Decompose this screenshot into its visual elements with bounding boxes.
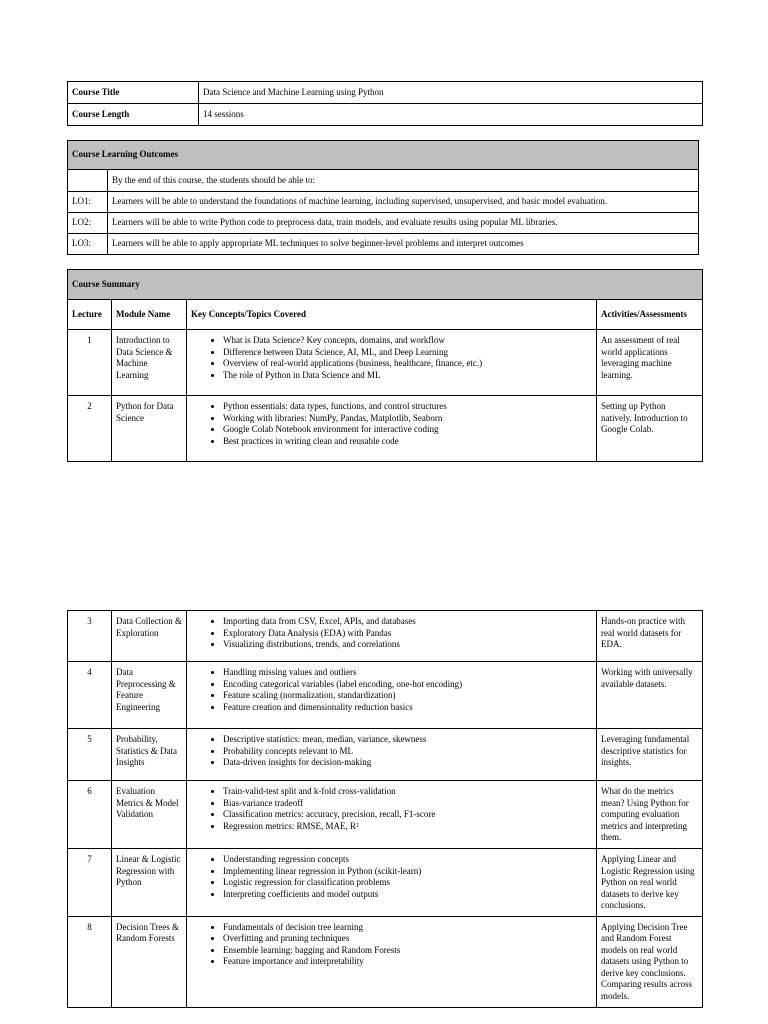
topics-list — [191, 786, 592, 832]
module-name: Evaluation Metrics & Model Validation — [112, 781, 187, 849]
activity-text: Setting up Python natively. Introduction to Google Colab. — [597, 396, 703, 462]
activity-text: Leveraging fundamental descriptive statistics for insights. — [597, 729, 703, 781]
course-summary-table — [67, 269, 703, 462]
module-name: Introduction to Data Science & Machine Learning — [112, 330, 187, 396]
topic-item: • Bias-variance tradeoff — [223, 798, 592, 810]
outcome-text: Learners will be able to apply appropriate ML techniques to solve beginner-level problems and interpret outcomes — [108, 234, 699, 255]
lecture-number: 1 — [68, 330, 112, 396]
lecture-row — [68, 330, 703, 396]
column-header-lecture: Lecture — [68, 300, 112, 330]
topic-item: • Handling missing values and outliers — [223, 667, 592, 679]
topic-item: • Logistic regression for classification problems — [223, 877, 592, 889]
topic-item: • Interpreting coefficients and model outputs — [223, 889, 592, 901]
topics-cell — [187, 916, 597, 1007]
topic-item: • Ensemble learning: bagging and Random Forests — [223, 945, 592, 957]
topics-list — [191, 616, 592, 651]
topic-item: • Feature creation and dimensionality reduction basics — [223, 702, 592, 714]
module-name: Probability, Statistics & Data Insights — [112, 729, 187, 781]
lecture-row — [68, 729, 703, 781]
topic-item: • Descriptive statistics: mean, median, variance, skewness — [223, 734, 592, 746]
lecture-number: 4 — [68, 662, 112, 729]
course-title-value: Data Science and Machine Learning using Python — [199, 82, 703, 104]
module-name: Data Preprocessing & Feature Engineering — [112, 662, 187, 729]
topic-item: • Importing data from CSV, Excel, APIs, and databases — [223, 616, 592, 628]
outcome-text: Learners will be able to understand the foundations of machine learning, including supervised, unsupervised, and basic model evaluation. — [108, 192, 699, 213]
outcomes-intro-spacer — [68, 170, 108, 192]
lecture-row — [68, 662, 703, 729]
topics-cell — [187, 849, 597, 917]
topics-cell — [187, 396, 597, 462]
topic-item: • Exploratory Data Analysis (EDA) with Pandas — [223, 628, 592, 640]
topic-item: • Train-valid-test split and k-fold cross-validation — [223, 786, 592, 798]
outcome-text: Learners will be able to write Python code to preprocess data, train models, and evaluate results using popular ML libraries. — [108, 213, 699, 234]
module-name: Data Collection & Exploration — [112, 611, 187, 662]
topic-item: • What is Data Science? Key concepts, domains, and workflow — [223, 335, 592, 347]
summary-header: Course Summary — [68, 270, 703, 300]
topics-list — [191, 335, 592, 381]
outcome-id: LO2: — [68, 213, 108, 234]
topics-cell — [187, 781, 597, 849]
topic-item: • Google Colab Notebook environment for interactive coding — [223, 424, 592, 436]
course-info-table — [67, 81, 703, 126]
activity-text: Applying Decision Tree and Random Forest models on real world datasets using Python to derive key conclusions. Comparing results across models. — [597, 916, 703, 1007]
outcome-id: LO1: — [68, 192, 108, 213]
activity-text: An assessment of real world applications leveraging machine learning. — [597, 330, 703, 396]
course-summary-table-continued — [67, 610, 703, 1008]
topic-item: • Difference between Data Science, AI, ML, and Deep Learning — [223, 347, 592, 359]
topic-item: • Feature scaling (normalization, standardization) — [223, 690, 592, 702]
module-name: Python for Data Science — [112, 396, 187, 462]
topic-item: • Visualizing distributions, trends, and correlations — [223, 639, 592, 651]
lecture-number: 8 — [68, 916, 112, 1007]
module-name: Decision Trees & Random Forests — [112, 916, 187, 1007]
topic-item: • Overfitting and pruning techniques — [223, 933, 592, 945]
lecture-row — [68, 849, 703, 917]
topic-item: • Fundamentals of decision tree learning — [223, 922, 592, 934]
lecture-number: 5 — [68, 729, 112, 781]
topic-item: • Classification metrics: accuracy, precision, recall, F1-score — [223, 809, 592, 821]
topics-list — [191, 854, 592, 900]
course-title-label: Course Title — [68, 82, 199, 104]
topic-item: • Implementing linear regression in Python (scikit-learn) — [223, 866, 592, 878]
topics-cell — [187, 662, 597, 729]
topic-item: • Feature importance and interpretability — [223, 956, 592, 968]
topic-item: • Probability concepts relevant to ML — [223, 746, 592, 758]
activity-text: Hands-on practice with real world datasets for EDA. — [597, 611, 703, 662]
activity-text: What do the metrics mean? Using Python for computing evaluation metrics and interpreting them. — [597, 781, 703, 849]
column-header-module: Module Name — [112, 300, 187, 330]
topic-item: • Working with libraries: NumPy, Pandas, Matplotlib, Seaborn — [223, 413, 592, 425]
topic-item: • Regression metrics: RMSE, MAE, R² — [223, 821, 592, 833]
topic-item: • Best practices in writing clean and reusable code — [223, 436, 592, 448]
topics-list — [191, 922, 592, 968]
lecture-row — [68, 916, 703, 1007]
topics-list — [191, 667, 592, 713]
topic-item: • Data-driven insights for decision-making — [223, 757, 592, 769]
topic-item: • Overview of real-world applications (business, healthcare, finance, etc.) — [223, 358, 592, 370]
learning-outcomes-table — [67, 140, 699, 255]
topics-list — [191, 401, 592, 447]
topic-item: • Encoding categorical variables (label encoding, one-hot encoding) — [223, 679, 592, 691]
topics-cell — [187, 330, 597, 396]
topics-list — [191, 734, 592, 769]
outcomes-header: Course Learning Outcomes — [68, 141, 699, 170]
outcomes-intro: By the end of this course, the students should be able to: — [108, 170, 699, 192]
lecture-number: 2 — [68, 396, 112, 462]
topic-item: • Understanding regression concepts — [223, 854, 592, 866]
course-length-value: 14 sessions — [199, 104, 703, 126]
module-name: Linear & Logistic Regression with Python — [112, 849, 187, 917]
lecture-number: 7 — [68, 849, 112, 917]
lecture-number: 6 — [68, 781, 112, 849]
outcome-id: LO3: — [68, 234, 108, 255]
activity-text: Working with universally available datasets. — [597, 662, 703, 729]
topics-cell — [187, 729, 597, 781]
lecture-row — [68, 781, 703, 849]
activity-text: Applying Linear and Logistic Regression using Python on real world datasets to derive key conclusions. — [597, 849, 703, 917]
course-length-label: Course Length — [68, 104, 199, 126]
column-header-topics: Key Concepts/Topics Covered — [187, 300, 597, 330]
topic-item: • Python essentials: data types, functions, and control structures — [223, 401, 592, 413]
lecture-row — [68, 611, 703, 662]
lecture-number: 3 — [68, 611, 112, 662]
topic-item: • The role of Python in Data Science and ML — [223, 370, 592, 382]
column-header-activities: Activities/Assessments — [597, 300, 703, 330]
topics-cell — [187, 611, 597, 662]
lecture-row — [68, 396, 703, 462]
